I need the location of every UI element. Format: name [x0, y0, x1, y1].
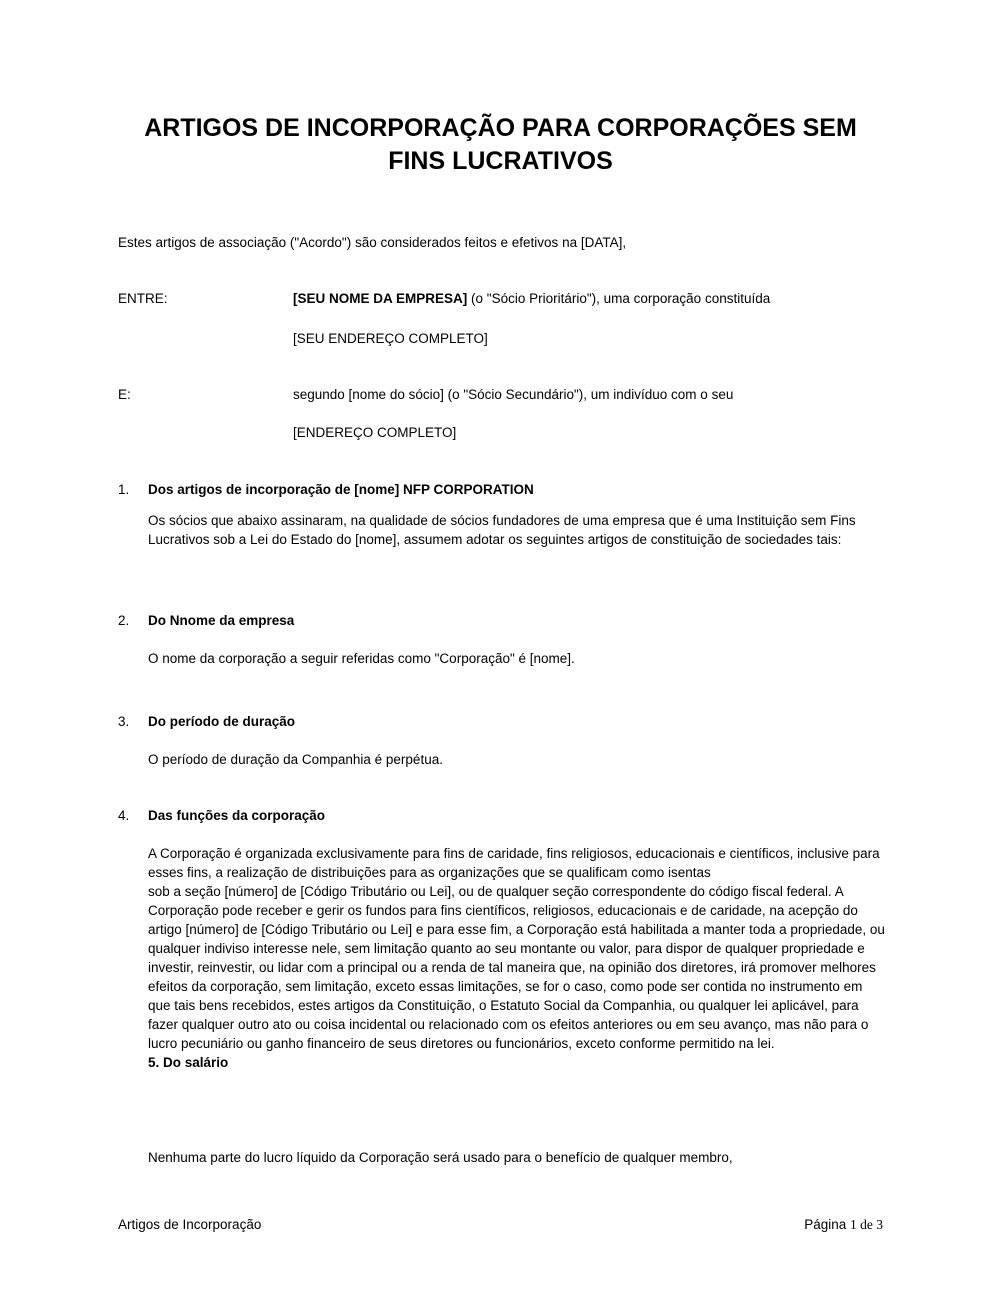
- title-line-1: ARTIGOS DE INCORPORAÇÃO PARA CORPORAÇÕES SEM: [144, 114, 857, 142]
- section-4-body-part2: sob a seção [número] de [Código Tributário ou Lei], ou de qualquer seção correspondente do código fiscal federal. A Corporação pode receber e gerir os fundos para fins científicos, religiosos, educacionais e de caridade, na acepção do artigo [número] de [Código Tributário ou Lei] e para esse fim, a Corporação está habilitada a manter toda a propriedade, ou qualquer indiviso interesse nele, sem limitação quanto ao seu montante ou valor, para dispor de qualquer propriedade e investir, reinvestir, ou lidar com a principal ou a renda de tal maneira que, na opinião dos diretores, irá promover melhores efeitos da corporação, sem limitação, exceto essas limitações, se for o caso, como pode ser contida no instrumento em que tais bens recebidos, estes artigos da Constituição, o Estatuto Social da Companhia, ou qualquer lei aplicável, para fazer qualquer outro ato ou coisa incidental ou relacionado com os efeitos anteriores ou em seu avanço, mas não para o lucro pecuniário ou ganho financeiro de seus diretores ou funcionários, exceto conforme permitido na lei.: [148, 884, 885, 1051]
- footer-page-number: [804, 1215, 883, 1234]
- section-2-number: 2.: [118, 613, 130, 628]
- intro-paragraph: Estes artigos de associação ("Acordo") são considerados feitos e efetivos na [DATA],: [118, 235, 627, 250]
- party-e-line1: segundo [nome do sócio] (o "Sócio Secundário"), um indivíduo com o seu: [293, 387, 734, 402]
- section-3-body: O período de duração da Companhia é perpétua.: [148, 752, 443, 767]
- section-1-body: Os sócios que abaixo assinaram, na qualidade de sócios fundadores de uma empresa que é uma Instituição sem Fins Lucrativos sob a Lei do Estado do [nome], assumem adotar os seguintes artigos de constituição de sociedades tais:: [148, 513, 856, 547]
- footer-page-value: 1 de 3: [850, 1217, 883, 1232]
- party-entre-line2: [SEU ENDEREÇO COMPLETO]: [293, 331, 488, 346]
- section-5-inline-heading: 5. Do salário: [148, 1055, 229, 1070]
- party-entre-line1-rest: (o "Sócio Prioritário"), uma corporação constituída: [467, 291, 771, 306]
- section-1-heading: Dos artigos de incorporação de [nome] NFP CORPORATION: [148, 482, 534, 497]
- party-e-label: E:: [118, 387, 131, 402]
- section-2-heading: Do Nnome da empresa: [148, 613, 295, 628]
- section-4-body: [148, 844, 885, 1072]
- closing-paragraph: Nenhuma parte do lucro líquido da Corporação será usado para o benefício de qualquer membro,: [148, 1150, 733, 1165]
- section-1-number: 1.: [118, 482, 130, 497]
- party-entre-company-placeholder: [SEU NOME DA EMPRESA]: [293, 291, 468, 306]
- party-entre-label: ENTRE:: [118, 291, 168, 306]
- party-e-line2: [ENDEREÇO COMPLETO]: [293, 425, 457, 440]
- section-4-body-part1: A Corporação é organizada exclusivamente para fins de caridade, fins religiosos, educacionais e científicos, inclusive para esses fins, a realização de distribuições para as organizações que se qualificam como isentas: [148, 846, 880, 880]
- title-line-2: FINS LUCRATIVOS: [388, 147, 613, 175]
- section-2-body: O nome da corporação a seguir referidas como "Corporação" é [nome].: [148, 651, 575, 666]
- party-entre-line1: [293, 289, 893, 308]
- section-3-number: 3.: [118, 714, 130, 729]
- section-3-heading: Do período de duração: [148, 714, 296, 729]
- document-title: [118, 112, 883, 178]
- section-4-heading: Das funções da corporação: [148, 808, 326, 823]
- section-4-number: 4.: [118, 808, 130, 823]
- footer-document-name: Artigos de Incorporação: [118, 1217, 262, 1232]
- footer-page-label: Página: [804, 1217, 847, 1232]
